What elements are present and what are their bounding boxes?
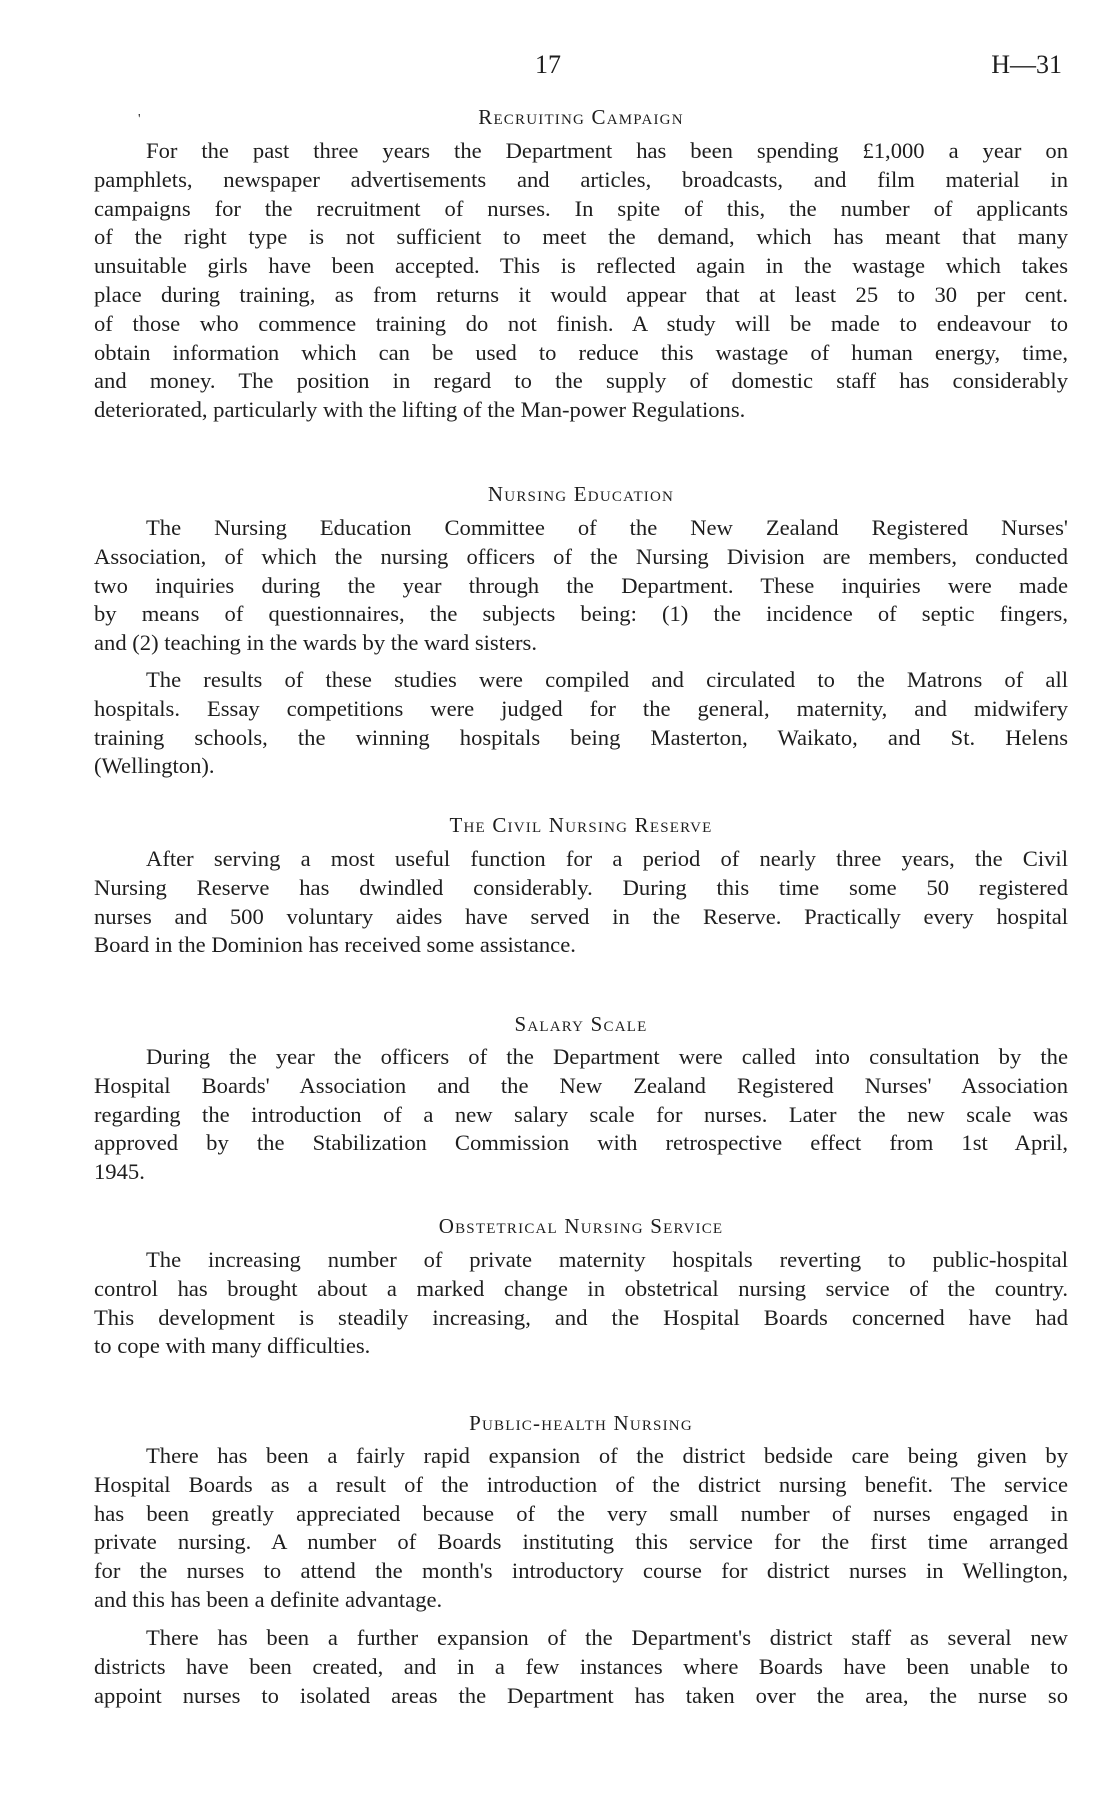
text-line: Association, of which the nursing officers of the Nursing Division are members, conducted	[94, 543, 1068, 569]
paragraph-salary-scale	[94, 1043, 1068, 1187]
text-line: control has brought about a marked change in obstetrical nursing service of the country.	[94, 1275, 1068, 1301]
text-line: of those who commence training do not finish. A study will be made to endeavour to	[94, 310, 1068, 336]
page-number: 17	[535, 50, 561, 79]
text-line: of the right type is not sufficient to meet the demand, which has meant that many	[94, 224, 1068, 250]
text-line: unsuitable girls have been accepted. This is reflected again in the wastage which takes	[94, 253, 1068, 279]
paragraph-public-health-nursing-2	[94, 1624, 1068, 1710]
text-line: The Nursing Education Committee of the New Zealand Registered Nurses'	[146, 515, 1068, 540]
text-line: appoint nurses to isolated areas the Department has taken over the area, the nurse so	[94, 1682, 1068, 1708]
section-heading-public-health-nursing: Public-health Nursing	[469, 1411, 693, 1435]
text-line: place during training, as from returns it would appear that at least 25 to 30 per cent.	[94, 281, 1068, 307]
section-heading-obstetrical-nursing-service: Obstetrical Nursing Service	[438, 1214, 724, 1238]
text-line: hospitals. Essay competitions were judged for the general, maternity, and midwifery	[94, 695, 1068, 721]
text-line: After serving a most useful function for a period of nearly three years, the Civil	[146, 846, 1068, 871]
section-heading-nursing-education: Nursing Education	[487, 482, 675, 506]
paragraph-public-health-nursing-1	[94, 1442, 1068, 1615]
text-line: There has been a further expansion of the Department's district staff as several new	[146, 1625, 1068, 1650]
text-line: During the year the officers of the Department were called into consultation by the	[146, 1044, 1068, 1069]
text-line: For the past three years the Department has been spending £1,000 a year on	[146, 138, 1068, 163]
text-line: approved by the Stabilization Commission with retrospective effect from 1st April,	[94, 1130, 1068, 1156]
text-line: 1945.	[94, 1159, 145, 1185]
paragraph-civil-nursing-reserve	[94, 845, 1068, 960]
text-line: and money. The position in regard to the supply of domestic staff has considerably	[94, 368, 1068, 394]
paragraph-recruiting-campaign	[94, 137, 1068, 425]
text-line: The results of these studies were compiled and circulated to the Matrons of all	[146, 667, 1068, 692]
text-line: has been greatly appreciated because of the very small number of nurses engaged in	[94, 1500, 1068, 1526]
text-line: regarding the introduction of a new salary scale for nurses. Later the new scale was	[94, 1101, 1068, 1127]
text-line: training schools, the winning hospitals being Masterton, Waikato, and St. Helens	[94, 724, 1068, 750]
text-line: and this has been a definite advantage.	[94, 1586, 443, 1612]
text-line: Nursing Reserve has dwindled considerably. During this time some 50 registered	[94, 874, 1068, 900]
text-line: nurses and 500 voluntary aides have served in the Reserve. Practically every hospital	[94, 903, 1068, 929]
text-line: districts have been created, and in a few instances where Boards have been unable to	[94, 1653, 1068, 1679]
section-heading-civil-nursing-reserve: The Civil Nursing Reserve	[449, 813, 713, 837]
text-line: This development is steadily increasing, and the Hospital Boards concerned have had	[94, 1304, 1068, 1330]
document-reference: H—31	[991, 50, 1062, 79]
text-line: by means of questionnaires, the subjects being: (1) the incidence of septic fingers,	[94, 601, 1068, 627]
text-line: There has been a fairly rapid expansion of the district bedside care being given by	[146, 1443, 1068, 1468]
text-line: (Wellington).	[94, 753, 215, 779]
text-line: to cope with many difficulties.	[94, 1333, 371, 1359]
section-heading-recruiting-campaign: Recruiting Campaign	[478, 105, 684, 129]
text-line: and (2) teaching in the wards by the ward sisters.	[94, 630, 537, 656]
text-line: private nursing. A number of Boards instituting this service for the first time arranged	[94, 1529, 1068, 1555]
paragraph-nursing-education-2	[94, 666, 1068, 781]
text-line: The increasing number of private maternity hospitals reverting to public-hospital	[146, 1247, 1068, 1272]
text-line: two inquiries during the year through the Department. These inquiries were made	[94, 572, 1068, 598]
stray-mark: '	[138, 112, 141, 127]
text-line: Board in the Dominion has received some assistance.	[94, 932, 576, 958]
text-line: Hospital Boards as a result of the introduction of the district nursing benefit. The service	[94, 1471, 1068, 1497]
text-line: deteriorated, particularly with the lifting of the Man-power Regulations.	[94, 397, 746, 423]
text-line: obtain information which can be used to reduce this wastage of human energy, time,	[94, 339, 1068, 365]
text-line: pamphlets, newspaper advertisements and articles, broadcasts, and film material in	[94, 166, 1068, 192]
text-line: campaigns for the recruitment of nurses. In spite of this, the number of applicants	[94, 195, 1068, 221]
paragraph-obstetrical-nursing-service	[94, 1246, 1068, 1361]
text-line: Hospital Boards' Association and the New Zealand Registered Nurses' Association	[94, 1072, 1068, 1098]
paragraph-nursing-education-1	[94, 514, 1068, 658]
text-line: for the nurses to attend the month's introductory course for district nurses in Wellington,	[94, 1558, 1068, 1584]
section-heading-salary-scale: Salary Scale	[514, 1012, 648, 1036]
